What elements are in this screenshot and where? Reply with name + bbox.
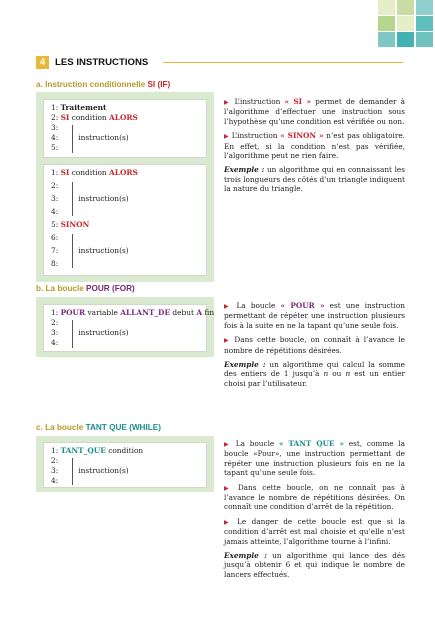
algorithm-while: 1: TANT_QUE condition 2: 3: instruction(s) 4:	[43, 442, 207, 488]
paragraph: ▶ Le danger de cette boucle est que si la condition d’arrêt est mal choisie et qu’elle n’est jamais atteinte, l’algorithme tourne à l’infini.	[224, 516, 405, 546]
example: Exemple : un algorithme qui lance des dés jusqu’à obtenir 6 et qui indique le nombre de lancers effectués.	[224, 551, 405, 579]
arrow-icon: ▶	[224, 133, 230, 141]
decor-square	[416, 0, 433, 15]
paragraph: ▶ La boucle « POUR » est une instruction permettant de répéter une instruction plusieurs fois à la suite en ne la tapant qu’une seule fois.	[224, 301, 405, 330]
chapter-header	[36, 56, 403, 70]
algorithm-box-if	[36, 92, 214, 282]
arrow-icon: ▶	[224, 303, 232, 310]
section-c-text	[224, 439, 405, 584]
section-a-heading: a. Instruction conditionnelle SI (IF)	[36, 80, 171, 89]
arrow-icon: ▶	[224, 337, 231, 345]
decor-square	[416, 16, 433, 31]
decor-square	[397, 0, 414, 15]
paragraph: ▶ La boucle « TANT QUE » est, comme la boucle «Pour», une instruction permettant de répéter une instruction plusieurs fois en ne la tapant qu’une seule fois.	[224, 439, 405, 478]
decor-square	[378, 16, 395, 31]
decor-square	[416, 32, 433, 47]
decor-square	[397, 16, 414, 31]
paragraph: ▶ L’instruction « SI » permet de demander à l’algorithme d’effectuer une instruction sous l’hypothèse qu’une condition est vérifiée ou non.	[224, 97, 405, 126]
example: Exemple : un algorithme qui en connaissant les trois longueurs des côtés d’un triangle indiquent la nature du triangle.	[224, 165, 405, 194]
algorithm-box-while	[36, 436, 214, 492]
algorithm-box-for	[36, 297, 214, 357]
example: Exemple : un algorithme qui calcul la somme des entiers de 1 jusqu’à n ou n est un entier choisi par l’utilisateur.	[224, 360, 406, 388]
header-rule	[163, 62, 403, 63]
arrow-icon: ▶	[224, 484, 233, 492]
decor-square	[397, 32, 414, 47]
algorithm-if-else: 1: SI condition ALORS 2: 3: instruction(s) 4: 5: SINON 6: 7: instruction(s) 8:	[43, 164, 207, 276]
section-b-heading: b. La boucle POUR (FOR)	[36, 284, 135, 293]
algorithm-for: 1: POUR variable ALLANT_DE debut A fin 2: 3: instruction(s) 4:	[43, 304, 207, 352]
section-b-text	[224, 301, 405, 393]
arrow-icon: ▶	[224, 99, 231, 106]
section-a-text	[224, 97, 405, 199]
section-c-heading: c. La boucle TANT QUE (WHILE)	[36, 423, 161, 432]
paragraph: ▶ Dans cette boucle, on connaît à l’avance le nombre de répétitions désirées.	[224, 335, 406, 355]
chapter-title: LES INSTRUCTIONS	[55, 57, 149, 68]
decor-square	[378, 32, 395, 47]
arrow-icon: ▶	[224, 441, 232, 448]
decor-square	[378, 0, 395, 15]
paragraph: ▶ Dans cette boucle, on ne connaît pas à l’avance le nombre de répétitions désirées. On connaît une condition d’arrêt de la répétition.	[224, 482, 405, 512]
arrow-icon: ▶	[224, 518, 232, 526]
algorithm-if: 1: Traitement 2: SI condition ALORS 3: 4: instruction(s) 5:	[43, 99, 207, 158]
paragraph: ▶ L’instruction « SINON » n’est pas obligatoire. En effet, si la condition n’est pas vérifiée, l’algorithme peut ne rien faire.	[224, 131, 405, 161]
chapter-number: 4	[36, 56, 49, 69]
